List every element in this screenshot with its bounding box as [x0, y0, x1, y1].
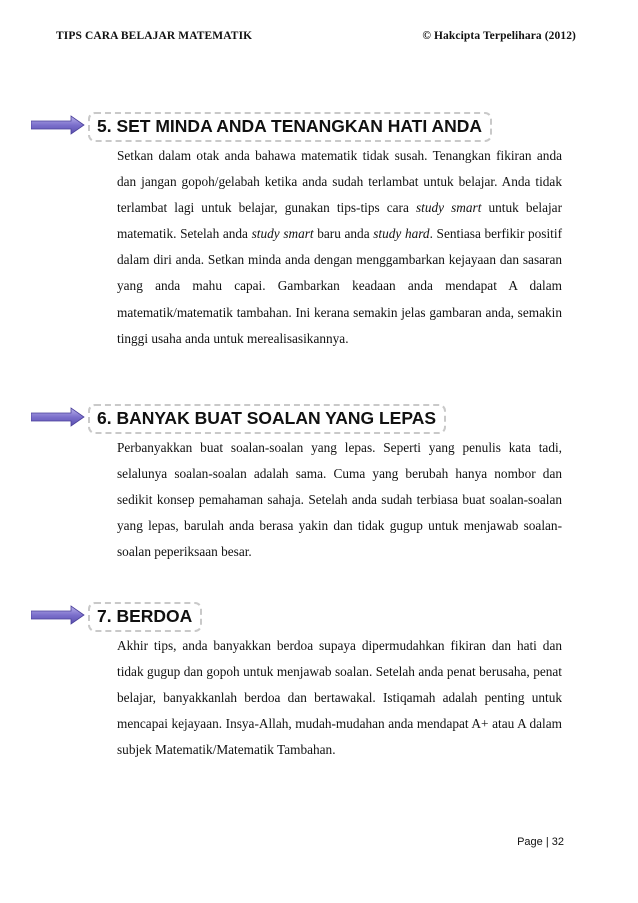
section-paragraph: Perbanyakkan buat soalan-soalan yang lepas. Seperti yang penulis kata tadi, selalunya soalan-soalan adalah sama. Cuma yang berubah hanya nombor dan sedikit konsep pemahaman sahaja. Setelah anda sudah terbiasa buat soalan-soalan yang lepas, barulah anda berasa yakin dan tidak gugup untuk menjawab soalan-soalan peperiksaan besar. — [117, 440, 562, 560]
header-title: TIPS CARA BELAJAR MATEMATIK — [56, 30, 253, 42]
section-paragraph: Setkan dalam otak anda bahawa matematik tidak susah. Tenangkan fikiran anda dan jangan gopoh/gelabah ketika anda sudah terlambat untuk belajar. Anda tidak terlambat lagi untuk belajar, gunakan tips-tips cara study smart untuk belajar matematik. Setelah anda study smart baru anda study hard. Sentiasa berfikir positif dalam diri anda. Setkan minda anda dengan menggambarkan kejayaan dan sasaran yang anda mahu capai. Gambarkan keadaan anda mendapat A dalam matematik/matematik tambahan. Ini kerana semakin jelas gambaran anda, semakin tinggi usaha anda untuk merealisasikannya. — [117, 148, 562, 346]
header-copyright: © Hakcipta Terpelihara (2012) — [422, 30, 576, 42]
section-heading: 7. BERDOA — [88, 602, 202, 632]
section-heading: 5. SET MINDA ANDA TENANGKAN HATI ANDA — [88, 112, 492, 142]
right-arrow-icon — [31, 605, 85, 625]
right-arrow-icon — [31, 115, 85, 135]
right-arrow-icon — [31, 407, 85, 427]
page-number: Page | 32 — [517, 836, 564, 848]
section-paragraph: Akhir tips, anda banyakkan berdoa supaya dipermudahkan fikiran dan hati dan tidak gugup dan gopoh untuk menjawab soalan. Setelah anda penat berusaha, penat belajar, banyakkanlah berdoa dan bertawakal. Istiqamah adalah penting untuk mencapai kejayaan. Insya-Allah, mudah-mudahan anda mendapat A+ atau A dalam subjek Matematik/Matematik Tambahan. — [117, 638, 562, 758]
section-heading: 6. BANYAK BUAT SOALAN YANG LEPAS — [88, 404, 446, 434]
